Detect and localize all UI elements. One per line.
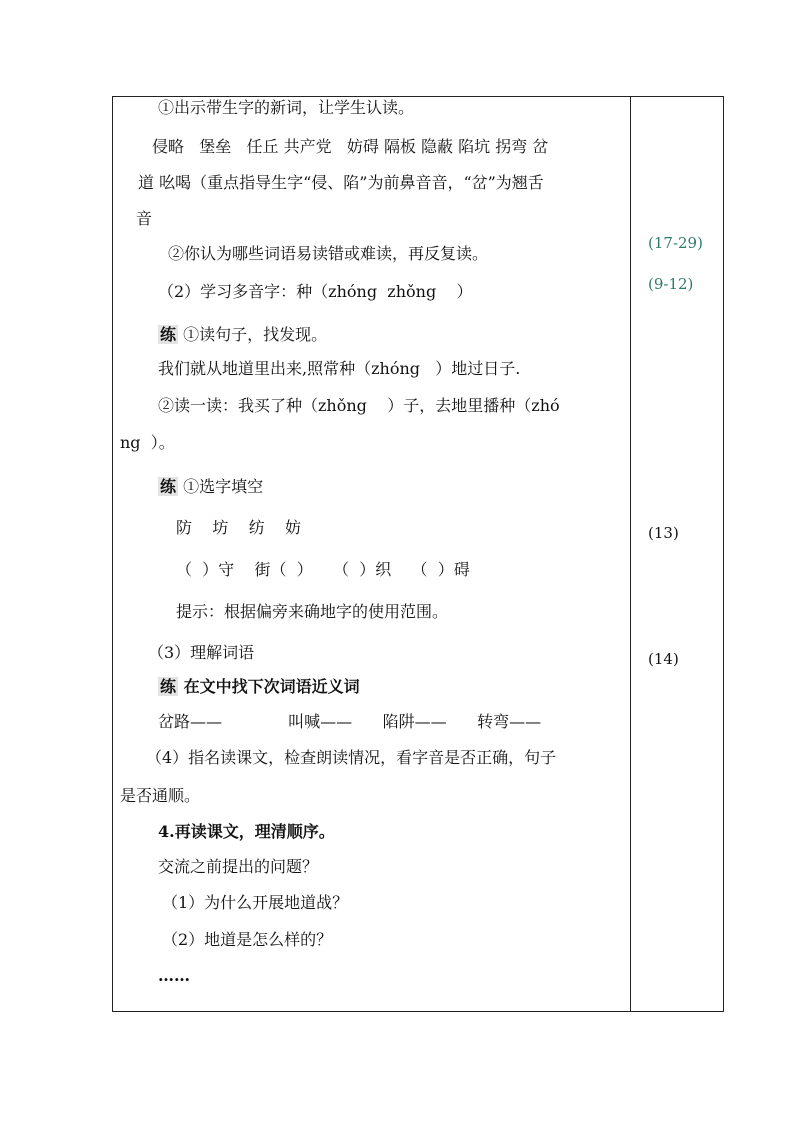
practice-line (158, 325, 327, 345)
side-note: (9-12) (648, 275, 694, 293)
text-line: 音 (136, 209, 153, 228)
text-line: 侵略 堡垒 任丘 共产党 妨碍 隔板 隐蔽 陷坑 拐弯 岔 (152, 137, 549, 156)
text-line: 是否通顺。 (120, 786, 201, 805)
practice-tag: 练 (160, 677, 177, 696)
text-line: 提示：根据偏旁来确地字的使用范围。 (176, 602, 449, 621)
text-line: ①出示带生字的新词，让学生认读。 (158, 98, 415, 117)
text-line: ng ）。 (120, 433, 175, 452)
ellipsis: …… (158, 966, 190, 985)
text-line: （ ）守 街（ ） （ ）织 （ ）碍 (176, 560, 470, 579)
text-line: （2）学习多音字：种（zhóng zhǒng ） (158, 282, 473, 301)
practice-text: 在文中找下次词语近义词 (178, 677, 360, 696)
text-line: 我们就从地道里出来,照常种（zhóng ）地过日子. (158, 359, 521, 378)
text-line: 岔路—— 叫喊—— 陷阱—— 转弯—— (158, 712, 542, 731)
practice-text: ①读句子，找发现。 (178, 325, 328, 344)
text-line: （1）为什么开展地道战？ (162, 893, 349, 912)
column-divider (630, 96, 631, 1012)
side-note: (14) (648, 650, 679, 668)
side-note: (13) (648, 524, 679, 542)
text-line: 交流之前提出的问题？ (158, 857, 319, 876)
practice-line (158, 677, 360, 697)
text-line: 道 吆喝（重点指导生字“侵、陷”为前鼻音音，“岔”为翘舌 (138, 173, 544, 192)
practice-text: ①选字填空 (178, 477, 264, 496)
practice-line (158, 477, 263, 497)
practice-tag: 练 (160, 325, 177, 344)
text-line: （2）地道是怎么样的？ (162, 930, 333, 949)
practice-tag: 练 (160, 477, 177, 496)
text-line: ②你认为哪些词语易读错或难读，再反复读。 (168, 244, 489, 263)
text-line: ②读一读：我买了种（zhǒng ）子，去地里播种（zhó (158, 396, 560, 415)
section-heading: 4.再读课文，理清顺序。 (158, 822, 335, 841)
side-note: (17-29) (648, 234, 703, 252)
text-line: 防 坊 纺 妨 (176, 518, 302, 537)
text-line: （3）理解词语 (148, 643, 255, 662)
text-line: （4）指名读课文，检查朗读情况，看字音是否正确，句子 (146, 748, 557, 767)
